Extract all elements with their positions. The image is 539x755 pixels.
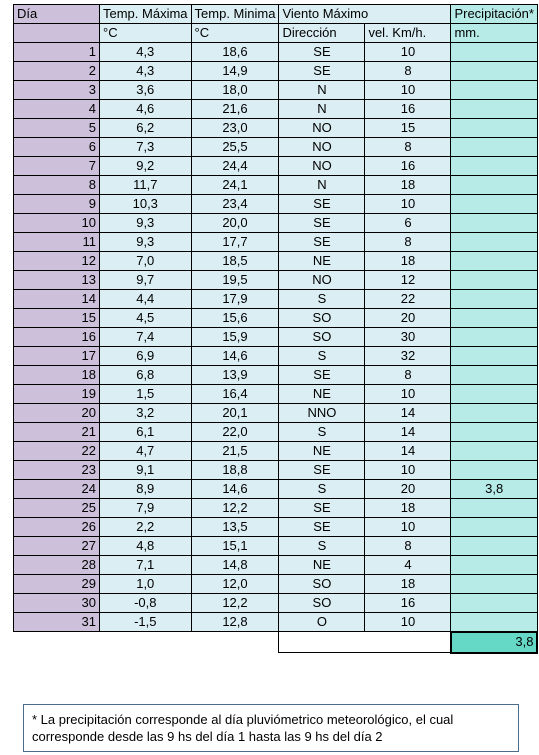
- cell-precip[interactable]: [451, 442, 538, 461]
- table-row: [14, 347, 538, 366]
- cell-direccion[interactable]: NO: [279, 271, 365, 290]
- cell-velocidad[interactable]: 18: [365, 176, 451, 195]
- cell-precip[interactable]: [451, 461, 538, 480]
- cell-temp-min[interactable]: 12,2: [191, 499, 279, 518]
- cell-velocidad[interactable]: 10: [365, 385, 451, 404]
- cell-precip[interactable]: [451, 195, 538, 214]
- cell-dia[interactable]: 29: [14, 575, 100, 594]
- cell-precip[interactable]: [451, 81, 538, 100]
- cell-precip[interactable]: [451, 214, 538, 233]
- cell-temp-max[interactable]: 9,7: [100, 271, 192, 290]
- cell-precip[interactable]: [451, 328, 538, 347]
- cell-velocidad[interactable]: 8: [365, 366, 451, 385]
- cell-dia[interactable]: 17: [14, 347, 100, 366]
- cell-dia[interactable]: 13: [14, 271, 100, 290]
- table-row: [14, 328, 538, 347]
- cell-velocidad[interactable]: 20: [365, 480, 451, 499]
- cell-precip[interactable]: [451, 309, 538, 328]
- cell-dia[interactable]: 26: [14, 518, 100, 537]
- cell-precip[interactable]: [451, 138, 538, 157]
- cell-dia[interactable]: 5: [14, 119, 100, 138]
- cell-precip[interactable]: [451, 594, 538, 613]
- cell-velocidad[interactable]: 10: [365, 461, 451, 480]
- cell-precip[interactable]: [451, 62, 538, 81]
- cell-temp-min[interactable]: 18,5: [191, 252, 279, 271]
- cell-precip[interactable]: [451, 176, 538, 195]
- cell-dia[interactable]: 21: [14, 423, 100, 442]
- units-temp-min[interactable]: °C: [191, 24, 279, 43]
- table-row: [14, 195, 538, 214]
- cell-temp-max[interactable]: 7,4: [100, 328, 192, 347]
- cell-temp-min[interactable]: 21,6: [191, 100, 279, 119]
- cell-temp-max[interactable]: 6,2: [100, 119, 192, 138]
- cell-velocidad[interactable]: 14: [365, 404, 451, 423]
- cell-temp-min[interactable]: 17,9: [191, 290, 279, 309]
- blank-cell[interactable]: [279, 632, 365, 653]
- cell-direccion[interactable]: SE: [279, 499, 365, 518]
- cell-direccion[interactable]: NE: [279, 385, 365, 404]
- cell-direccion[interactable]: SE: [279, 62, 365, 81]
- table-row: [14, 214, 538, 233]
- total-precip-cell[interactable]: 3,8: [451, 632, 538, 653]
- cell-direccion[interactable]: S: [279, 537, 365, 556]
- cell-temp-min[interactable]: 18,8: [191, 461, 279, 480]
- header-viento[interactable]: Viento Máximo: [279, 5, 451, 24]
- table-row: [14, 81, 538, 100]
- cell-velocidad[interactable]: 18: [365, 499, 451, 518]
- cell-dia[interactable]: 22: [14, 442, 100, 461]
- table-row: [14, 537, 538, 556]
- cell-precip[interactable]: [451, 157, 538, 176]
- cell-temp-min[interactable]: 18,6: [191, 43, 279, 62]
- cell-temp-min[interactable]: 14,9: [191, 62, 279, 81]
- cell-velocidad[interactable]: 14: [365, 442, 451, 461]
- cell-velocidad[interactable]: 18: [365, 575, 451, 594]
- cell-precip[interactable]: [451, 347, 538, 366]
- cell-temp-min[interactable]: 19,5: [191, 271, 279, 290]
- cell-temp-max[interactable]: 9,3: [100, 233, 192, 252]
- cell-direccion[interactable]: NO: [279, 138, 365, 157]
- cell-temp-min[interactable]: 14,8: [191, 556, 279, 575]
- table-row: [14, 461, 538, 480]
- cell-direccion[interactable]: NO: [279, 157, 365, 176]
- cell-temp-max[interactable]: 4,8: [100, 537, 192, 556]
- cell-direccion[interactable]: N: [279, 81, 365, 100]
- cell-velocidad[interactable]: 6: [365, 214, 451, 233]
- cell-direccion[interactable]: SO: [279, 575, 365, 594]
- cell-temp-max[interactable]: 4,4: [100, 290, 192, 309]
- cell-direccion[interactable]: S: [279, 347, 365, 366]
- table-row: [14, 499, 538, 518]
- table-row: [14, 480, 538, 499]
- cell-temp-max[interactable]: 1,0: [100, 575, 192, 594]
- table-row: [14, 309, 538, 328]
- cell-direccion[interactable]: SE: [279, 43, 365, 62]
- cell-dia[interactable]: 1: [14, 43, 100, 62]
- units-velocidad[interactable]: vel. Km/h.: [365, 24, 451, 43]
- cell-temp-min[interactable]: 17,7: [191, 233, 279, 252]
- blank-cell[interactable]: [365, 632, 451, 653]
- cell-direccion[interactable]: SE: [279, 461, 365, 480]
- cell-temp-min[interactable]: 13,5: [191, 518, 279, 537]
- cell-direccion[interactable]: NNO: [279, 404, 365, 423]
- cell-temp-min[interactable]: 18,0: [191, 81, 279, 100]
- cell-dia[interactable]: 28: [14, 556, 100, 575]
- cell-temp-min[interactable]: 12,8: [191, 613, 279, 632]
- cell-direccion[interactable]: SE: [279, 214, 365, 233]
- cell-temp-min[interactable]: 15,6: [191, 309, 279, 328]
- cell-precip[interactable]: [451, 119, 538, 138]
- units-direccion[interactable]: Dirección: [279, 24, 365, 43]
- cell-precip[interactable]: [451, 404, 538, 423]
- cell-direccion[interactable]: NE: [279, 442, 365, 461]
- cell-precip[interactable]: [451, 575, 538, 594]
- cell-direccion[interactable]: SE: [279, 233, 365, 252]
- header-precip[interactable]: Precipitación*: [451, 5, 538, 24]
- header-temp-min[interactable]: Temp. Minima: [191, 5, 279, 24]
- cell-velocidad[interactable]: 16: [365, 594, 451, 613]
- footnote: * La precipitación corresponde al día pluviómetrico meteorológico, el cual corresponde desde las 9 hs del día 1 hasta las 9 hs del día 2: [23, 704, 519, 752]
- cell-dia[interactable]: 31: [14, 613, 100, 632]
- cell-velocidad[interactable]: 4: [365, 556, 451, 575]
- cell-temp-max[interactable]: 4,7: [100, 442, 192, 461]
- cell-temp-max[interactable]: 2,2: [100, 518, 192, 537]
- units-precip[interactable]: mm.: [451, 24, 538, 43]
- cell-velocidad[interactable]: 20: [365, 309, 451, 328]
- table-row: [14, 119, 538, 138]
- cell-velocidad[interactable]: 18: [365, 252, 451, 271]
- cell-temp-min[interactable]: 21,5: [191, 442, 279, 461]
- cell-dia[interactable]: 12: [14, 252, 100, 271]
- header-row: [14, 5, 538, 24]
- cell-dia[interactable]: 27: [14, 537, 100, 556]
- cell-temp-max[interactable]: 6,9: [100, 347, 192, 366]
- table-row: [14, 271, 538, 290]
- cell-dia[interactable]: 24: [14, 480, 100, 499]
- cell-dia[interactable]: 30: [14, 594, 100, 613]
- cell-direccion[interactable]: NE: [279, 252, 365, 271]
- cell-temp-max[interactable]: 3,2: [100, 404, 192, 423]
- table-row: [14, 385, 538, 404]
- cell-direccion[interactable]: O: [279, 613, 365, 632]
- cell-velocidad[interactable]: 22: [365, 290, 451, 309]
- table-row: [14, 575, 538, 594]
- cell-direccion[interactable]: N: [279, 176, 365, 195]
- cell-temp-min[interactable]: 24,4: [191, 157, 279, 176]
- blank-cell[interactable]: [100, 632, 192, 653]
- cell-temp-min[interactable]: 15,1: [191, 537, 279, 556]
- cell-temp-max[interactable]: 4,6: [100, 100, 192, 119]
- table-row: [14, 138, 538, 157]
- header-temp-max[interactable]: Temp. Máxima: [100, 5, 192, 24]
- cell-temp-max[interactable]: 3,6: [100, 81, 192, 100]
- cell-temp-max[interactable]: 7,3: [100, 138, 192, 157]
- cell-velocidad[interactable]: 30: [365, 328, 451, 347]
- cell-temp-min[interactable]: 12,2: [191, 594, 279, 613]
- cell-temp-min[interactable]: 20,0: [191, 214, 279, 233]
- cell-precip[interactable]: [451, 613, 538, 632]
- table-row: [14, 62, 538, 81]
- table-row: [14, 404, 538, 423]
- cell-direccion[interactable]: SO: [279, 594, 365, 613]
- cell-dia[interactable]: 2: [14, 62, 100, 81]
- cell-dia[interactable]: 20: [14, 404, 100, 423]
- cell-temp-max[interactable]: -0,8: [100, 594, 192, 613]
- cell-temp-max[interactable]: 8,9: [100, 480, 192, 499]
- table-row: [14, 43, 538, 62]
- cell-precip[interactable]: [451, 556, 538, 575]
- cell-temp-max[interactable]: 4,5: [100, 309, 192, 328]
- table-row: [14, 556, 538, 575]
- cell-dia[interactable]: 23: [14, 461, 100, 480]
- cell-temp-max[interactable]: 9,3: [100, 214, 192, 233]
- cell-direccion[interactable]: S: [279, 290, 365, 309]
- cell-temp-min[interactable]: 13,9: [191, 366, 279, 385]
- cell-dia[interactable]: 3: [14, 81, 100, 100]
- cell-precip[interactable]: [451, 233, 538, 252]
- table-row: [14, 518, 538, 537]
- cell-temp-max[interactable]: 4,3: [100, 43, 192, 62]
- cell-dia[interactable]: 4: [14, 100, 100, 119]
- cell-precip[interactable]: [451, 537, 538, 556]
- cell-velocidad[interactable]: 10: [365, 43, 451, 62]
- table-row: [14, 613, 538, 632]
- cell-temp-min[interactable]: 16,4: [191, 385, 279, 404]
- cell-temp-max[interactable]: 1,5: [100, 385, 192, 404]
- cell-dia[interactable]: 15: [14, 309, 100, 328]
- cell-temp-max[interactable]: 7,1: [100, 556, 192, 575]
- cell-velocidad[interactable]: 12: [365, 271, 451, 290]
- cell-direccion[interactable]: S: [279, 423, 365, 442]
- table-row: [14, 233, 538, 252]
- blank-cell[interactable]: [14, 632, 100, 653]
- cell-velocidad[interactable]: 8: [365, 62, 451, 81]
- cell-direccion[interactable]: SE: [279, 518, 365, 537]
- cell-velocidad[interactable]: 10: [365, 613, 451, 632]
- cell-temp-min[interactable]: 23,0: [191, 119, 279, 138]
- table-row: [14, 423, 538, 442]
- cell-dia[interactable]: 8: [14, 176, 100, 195]
- cell-dia[interactable]: 19: [14, 385, 100, 404]
- cell-temp-max[interactable]: 7,9: [100, 499, 192, 518]
- cell-temp-max[interactable]: 11,7: [100, 176, 192, 195]
- cell-temp-max[interactable]: 6,8: [100, 366, 192, 385]
- cell-velocidad[interactable]: 10: [365, 518, 451, 537]
- table-row: [14, 290, 538, 309]
- cell-velocidad[interactable]: 16: [365, 100, 451, 119]
- cell-temp-min[interactable]: 15,9: [191, 328, 279, 347]
- cell-precip[interactable]: [451, 385, 538, 404]
- units-dia-cell[interactable]: [14, 24, 100, 43]
- units-row: [14, 24, 538, 43]
- cell-precip[interactable]: [451, 518, 538, 537]
- cell-temp-max[interactable]: 4,3: [100, 62, 192, 81]
- cell-temp-max[interactable]: 9,2: [100, 157, 192, 176]
- blank-cell[interactable]: [191, 632, 279, 653]
- cell-temp-min[interactable]: 23,4: [191, 195, 279, 214]
- units-temp-max[interactable]: °C: [100, 24, 192, 43]
- cell-dia[interactable]: 16: [14, 328, 100, 347]
- cell-temp-max[interactable]: 6,1: [100, 423, 192, 442]
- cell-velocidad[interactable]: 8: [365, 233, 451, 252]
- cell-direccion[interactable]: SO: [279, 328, 365, 347]
- total-row: [14, 632, 538, 653]
- weather-table: [13, 4, 538, 654]
- cell-dia[interactable]: 11: [14, 233, 100, 252]
- table-row: [14, 442, 538, 461]
- cell-temp-min[interactable]: 14,6: [191, 480, 279, 499]
- cell-precip[interactable]: [451, 423, 538, 442]
- cell-precip[interactable]: [451, 499, 538, 518]
- cell-temp-max[interactable]: 9,1: [100, 461, 192, 480]
- cell-velocidad[interactable]: 16: [365, 157, 451, 176]
- cell-velocidad[interactable]: 10: [365, 195, 451, 214]
- cell-direccion[interactable]: NE: [279, 556, 365, 575]
- cell-precip[interactable]: 3,8: [451, 480, 538, 499]
- cell-dia[interactable]: 25: [14, 499, 100, 518]
- cell-temp-min[interactable]: 12,0: [191, 575, 279, 594]
- cell-velocidad[interactable]: 10: [365, 81, 451, 100]
- cell-dia[interactable]: 6: [14, 138, 100, 157]
- cell-velocidad[interactable]: 32: [365, 347, 451, 366]
- cell-dia[interactable]: 18: [14, 366, 100, 385]
- cell-direccion[interactable]: SE: [279, 366, 365, 385]
- cell-temp-min[interactable]: 22,0: [191, 423, 279, 442]
- table-row: [14, 366, 538, 385]
- table-row: [14, 157, 538, 176]
- cell-direccion[interactable]: NO: [279, 119, 365, 138]
- cell-precip[interactable]: [451, 366, 538, 385]
- cell-dia[interactable]: 10: [14, 214, 100, 233]
- table-row: [14, 594, 538, 613]
- cell-dia[interactable]: 7: [14, 157, 100, 176]
- cell-dia[interactable]: 14: [14, 290, 100, 309]
- table-row: [14, 176, 538, 195]
- cell-temp-min[interactable]: 24,1: [191, 176, 279, 195]
- cell-dia[interactable]: 9: [14, 195, 100, 214]
- cell-direccion[interactable]: S: [279, 480, 365, 499]
- cell-velocidad[interactable]: 8: [365, 537, 451, 556]
- cell-precip[interactable]: [451, 43, 538, 62]
- cell-direccion[interactable]: SE: [279, 195, 365, 214]
- cell-precip[interactable]: [451, 252, 538, 271]
- cell-temp-max[interactable]: 10,3: [100, 195, 192, 214]
- cell-temp-min[interactable]: 14,6: [191, 347, 279, 366]
- cell-velocidad[interactable]: 15: [365, 119, 451, 138]
- cell-direccion[interactable]: N: [279, 100, 365, 119]
- cell-temp-min[interactable]: 25,5: [191, 138, 279, 157]
- cell-velocidad[interactable]: 8: [365, 138, 451, 157]
- cell-temp-max[interactable]: -1,5: [100, 613, 192, 632]
- cell-temp-max[interactable]: 7,0: [100, 252, 192, 271]
- cell-precip[interactable]: [451, 100, 538, 119]
- cell-velocidad[interactable]: 14: [365, 423, 451, 442]
- cell-direccion[interactable]: SO: [279, 309, 365, 328]
- table-row: [14, 252, 538, 271]
- cell-precip[interactable]: [451, 271, 538, 290]
- table-row: [14, 100, 538, 119]
- cell-precip[interactable]: [451, 290, 538, 309]
- cell-temp-min[interactable]: 20,1: [191, 404, 279, 423]
- header-dia[interactable]: Día: [14, 5, 100, 24]
